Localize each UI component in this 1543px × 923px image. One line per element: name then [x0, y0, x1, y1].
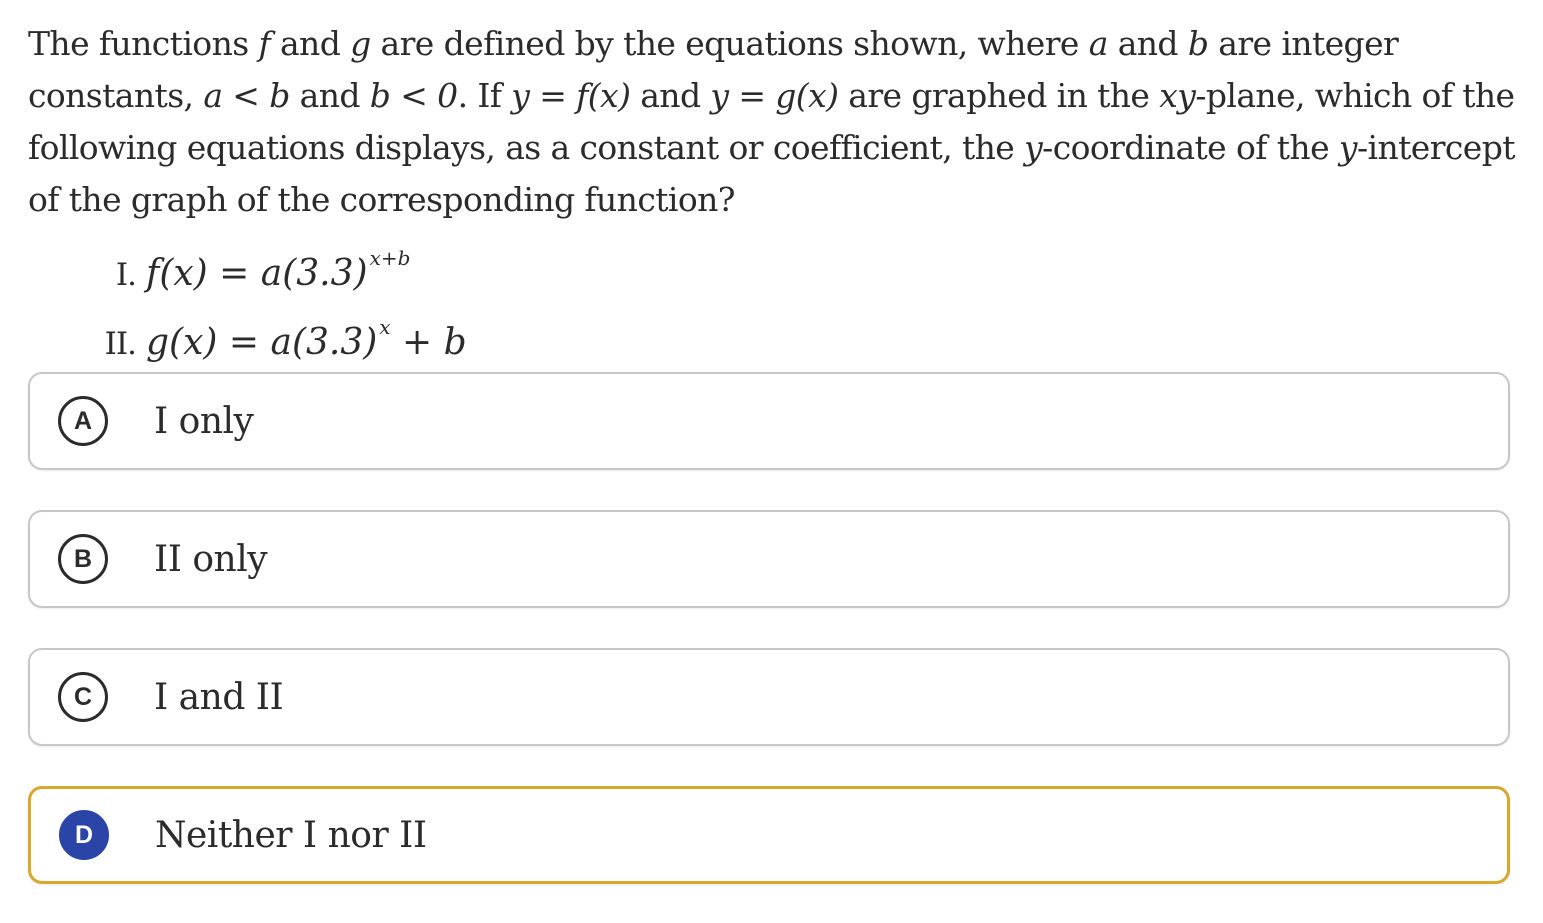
choice-letter-badge: A	[58, 396, 108, 446]
choice-label: Neither I nor II	[155, 814, 427, 856]
equation-list	[92, 232, 467, 370]
question-segment: and	[1107, 24, 1188, 63]
question-segment: -intercept of the graph of the corresponding function?	[28, 128, 1515, 219]
equation-number: I.	[115, 257, 136, 293]
question-segment: -plane, which of the following equations displays, as a constant or coefficient, the	[28, 76, 1515, 167]
question-segment: and	[630, 76, 711, 115]
equation-expression	[146, 232, 410, 300]
variable-a: a	[1088, 24, 1108, 63]
choice-a[interactable]	[28, 372, 1510, 470]
question-text	[28, 18, 1518, 226]
condition-a-less-b: a < b	[203, 76, 290, 115]
variable-g: g	[350, 24, 371, 63]
equation-exponent: x	[379, 315, 391, 339]
equation-ii	[92, 301, 467, 370]
question-segment: and	[289, 76, 370, 115]
choice-label: I only	[154, 400, 254, 442]
choice-letter-badge: C	[58, 672, 108, 722]
variable-y: y	[1024, 128, 1043, 167]
variable-b: b	[1187, 24, 1209, 63]
question-segment: and	[270, 24, 351, 63]
question-segment: are defined by the equations shown, where	[370, 24, 1089, 63]
equation-lhs: f(x) = a(3.3)	[146, 253, 368, 294]
equation-expression	[146, 301, 467, 369]
variable-f: f	[258, 24, 271, 63]
choice-d[interactable]	[28, 786, 1510, 884]
question-segment: -coordinate of the	[1042, 128, 1339, 167]
choice-b[interactable]	[28, 510, 1510, 608]
graph-f-expression: y = f(x)	[511, 76, 631, 115]
choice-label: II only	[154, 538, 268, 580]
equation-i	[92, 232, 467, 301]
choice-letter-badge: D	[59, 810, 109, 860]
equation-number: II.	[104, 326, 136, 362]
question-segment: The functions	[28, 24, 259, 63]
variable-y: y	[1338, 128, 1357, 167]
question-segment: are integer constants,	[28, 24, 1399, 115]
choice-label: I and II	[154, 676, 284, 718]
graph-g-expression: y = g(x)	[710, 76, 839, 115]
equation-exponent: x+b	[369, 246, 411, 270]
choice-c[interactable]	[28, 648, 1510, 746]
equation-lhs: g(x) = a(3.3)	[146, 322, 378, 363]
question-segment: . If	[457, 76, 512, 115]
question-segment: are graphed in the	[838, 76, 1160, 115]
condition-b-less-0: b < 0	[369, 76, 458, 115]
choice-letter-badge: B	[58, 534, 108, 584]
equation-tail: + b	[390, 322, 467, 363]
plane-label: xy	[1159, 76, 1196, 115]
